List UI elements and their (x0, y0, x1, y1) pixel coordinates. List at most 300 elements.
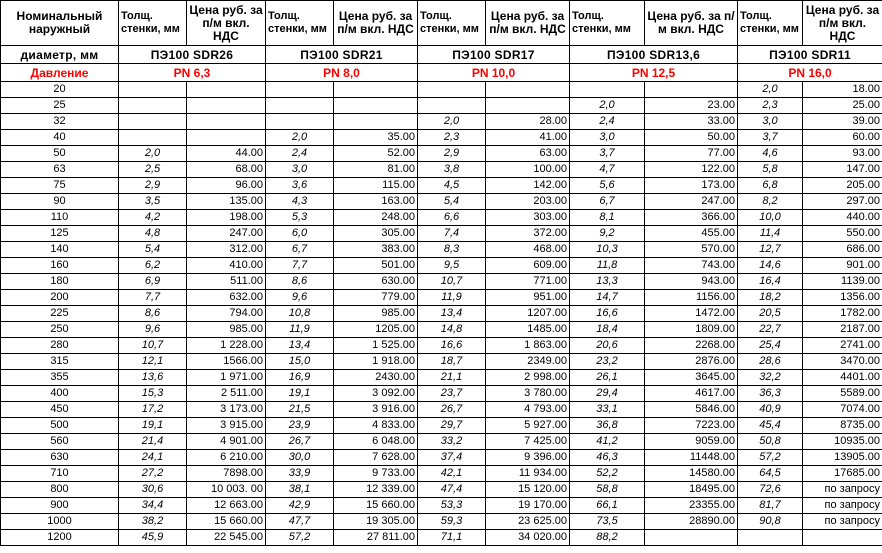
wall-thickness-cell: 8,2 (738, 194, 803, 210)
wall-thickness-cell (570, 82, 645, 98)
diameter-cell: 32 (1, 114, 119, 130)
price-cell (803, 530, 882, 546)
wall-thickness-cell: 47,4 (418, 482, 486, 498)
wall-thickness-cell: 53,3 (418, 498, 486, 514)
wall-thickness-cell: 42,9 (266, 498, 334, 514)
price-cell: 3 173.00 (187, 402, 266, 418)
diameter-cell: 900 (1, 498, 119, 514)
price-cell: 13905.00 (803, 450, 882, 466)
wall-header-4: Толщ. стенки, мм (570, 1, 645, 46)
wall-thickness-cell: 30,6 (119, 482, 187, 498)
wall-thickness-cell: 41,2 (570, 434, 645, 450)
price-cell: 570.00 (645, 242, 738, 258)
wall-thickness-cell: 13,6 (119, 370, 187, 386)
price-cell: 1 525.00 (334, 338, 418, 354)
price-cell: 15 660.00 (187, 514, 266, 530)
price-cell: 9 733.00 (334, 466, 418, 482)
price-cell: 501.00 (334, 258, 418, 274)
table-row (1, 530, 882, 546)
price-cell: 5589.00 (803, 386, 882, 402)
price-cell: 23 625.00 (486, 514, 570, 530)
price-cell: 5 927.00 (486, 418, 570, 434)
price-cell: 28890.00 (645, 514, 738, 530)
price-cell: 4 793.00 (486, 402, 570, 418)
table-row (1, 146, 882, 162)
price-cell: 1 228.00 (187, 338, 266, 354)
wall-thickness-cell: 45,9 (119, 530, 187, 546)
wall-thickness-cell: 36,3 (738, 386, 803, 402)
wall-thickness-cell: 13,4 (266, 338, 334, 354)
price-cell: 28.00 (486, 114, 570, 130)
table-row (1, 482, 882, 498)
wall-thickness-cell: 23,9 (266, 418, 334, 434)
price-cell: 25.00 (803, 98, 882, 114)
wall-thickness-cell: 14,7 (570, 290, 645, 306)
table-row (1, 130, 882, 146)
price-cell: 68.00 (187, 162, 266, 178)
price-cell: 14580.00 (645, 466, 738, 482)
wall-thickness-cell: 4,3 (266, 194, 334, 210)
wall-thickness-cell: 4,6 (738, 146, 803, 162)
price-cell: 142.00 (486, 178, 570, 194)
wall-thickness-cell: 2,0 (418, 114, 486, 130)
diameter-cell: 225 (1, 306, 119, 322)
price-cell: 3 916.00 (334, 402, 418, 418)
wall-thickness-cell: 16,4 (738, 274, 803, 290)
wall-thickness-cell: 24,1 (119, 450, 187, 466)
grade-sdr11: ПЭ100 SDR11 (738, 46, 882, 64)
wall-thickness-cell: 11,8 (570, 258, 645, 274)
table-row (1, 194, 882, 210)
wall-thickness-cell: 2,5 (119, 162, 187, 178)
price-cell: 9059.00 (645, 434, 738, 450)
wall-thickness-cell: 73,5 (570, 514, 645, 530)
wall-thickness-cell (119, 114, 187, 130)
diameter-cell: 560 (1, 434, 119, 450)
wall-thickness-cell: 14,6 (738, 258, 803, 274)
table-row (1, 466, 882, 482)
wall-thickness-cell: 4,7 (570, 162, 645, 178)
wall-thickness-cell: 12,7 (738, 242, 803, 258)
wall-thickness-cell: 2,9 (119, 178, 187, 194)
price-cell (334, 98, 418, 114)
price-cell: 455.00 (645, 226, 738, 242)
wall-thickness-cell: 3,7 (738, 130, 803, 146)
diameter-cell: 75 (1, 178, 119, 194)
price-cell: 52.00 (334, 146, 418, 162)
wall-thickness-cell: 3,6 (266, 178, 334, 194)
pressure-row (1, 64, 882, 82)
price-cell: 60.00 (803, 130, 882, 146)
wall-thickness-cell: 6,8 (738, 178, 803, 194)
wall-thickness-cell: 18,4 (570, 322, 645, 338)
price-cell: 743.00 (645, 258, 738, 274)
diameter-cell: 160 (1, 258, 119, 274)
table-row (1, 114, 882, 130)
price-cell: 1 918.00 (334, 354, 418, 370)
price-cell: 3645.00 (645, 370, 738, 386)
table-row (1, 274, 882, 290)
wall-thickness-cell: 33,2 (418, 434, 486, 450)
wall-thickness-cell: 8,6 (119, 306, 187, 322)
wall-thickness-cell: 8,3 (418, 242, 486, 258)
wall-thickness-cell: 11,9 (266, 322, 334, 338)
wall-thickness-cell: 16,6 (570, 306, 645, 322)
price-cell: 18495.00 (645, 482, 738, 498)
price-cell: 6 210.00 (187, 450, 266, 466)
wall-thickness-cell: 10,8 (266, 306, 334, 322)
wall-header-2: Толщ. стенки, мм (266, 1, 334, 46)
wall-thickness-cell: 15,3 (119, 386, 187, 402)
table-row (1, 226, 882, 242)
price-cell: 1566.00 (187, 354, 266, 370)
pressure-pn8: PN 8,0 (266, 64, 418, 82)
wall-thickness-cell (418, 98, 486, 114)
table-row (1, 450, 882, 466)
pressure-pn12-5: PN 12,5 (570, 64, 738, 82)
diameter-cell: 280 (1, 338, 119, 354)
price-cell: 779.00 (334, 290, 418, 306)
wall-thickness-cell: 36,8 (570, 418, 645, 434)
price-cell: 366.00 (645, 210, 738, 226)
diameter-cell: 630 (1, 450, 119, 466)
diameter-cell: 500 (1, 418, 119, 434)
wall-thickness-cell: 19,1 (266, 386, 334, 402)
wall-thickness-cell: 71,1 (418, 530, 486, 546)
pressure-pn10: PN 10,0 (418, 64, 570, 82)
pressure-label: Давление (1, 64, 119, 82)
wall-thickness-cell: 15,0 (266, 354, 334, 370)
wall-thickness-cell: 57,2 (738, 450, 803, 466)
price-cell: 7 628.00 (334, 450, 418, 466)
price-cell: 1782.00 (803, 306, 882, 322)
diameter-cell: 20 (1, 82, 119, 98)
diameter-cell: 315 (1, 354, 119, 370)
table-row (1, 306, 882, 322)
table-row (1, 338, 882, 354)
diameter-label: диаметр, мм (1, 46, 119, 64)
price-cell: 2741.00 (803, 338, 882, 354)
diameter-cell: 355 (1, 370, 119, 386)
wall-thickness-cell: 5,4 (418, 194, 486, 210)
table-row (1, 242, 882, 258)
diameter-cell: 800 (1, 482, 119, 498)
price-header-4: Цена руб. за п/м вкл. НДС (645, 1, 738, 46)
wall-thickness-cell: 26,7 (266, 434, 334, 450)
diameter-cell: 110 (1, 210, 119, 226)
wall-thickness-cell: 46,3 (570, 450, 645, 466)
wall-thickness-cell: 2,4 (570, 114, 645, 130)
diameter-cell: 400 (1, 386, 119, 402)
wall-thickness-cell: 9,2 (570, 226, 645, 242)
price-cell: 468.00 (486, 242, 570, 258)
wall-thickness-cell: 59,3 (418, 514, 486, 530)
price-cell: 15 120.00 (486, 482, 570, 498)
price-cell: 12 663.00 (187, 498, 266, 514)
price-cell: 135.00 (187, 194, 266, 210)
price-cell: 303.00 (486, 210, 570, 226)
diameter-cell: 50 (1, 146, 119, 162)
diameter-cell: 200 (1, 290, 119, 306)
price-cell: 3 915.00 (187, 418, 266, 434)
price-cell: 1809.00 (645, 322, 738, 338)
wall-thickness-cell: 37,4 (418, 450, 486, 466)
price-cell: 1139.00 (803, 274, 882, 290)
grade-sdr17: ПЭ100 SDR17 (418, 46, 570, 64)
price-cell: 33.00 (645, 114, 738, 130)
wall-thickness-cell (119, 98, 187, 114)
price-cell: 18.00 (803, 82, 882, 98)
price-cell: 609.00 (486, 258, 570, 274)
price-cell (486, 82, 570, 98)
pressure-pn6-3: PN 6,3 (119, 64, 266, 82)
price-cell: 203.00 (486, 194, 570, 210)
wall-thickness-cell: 21,5 (266, 402, 334, 418)
wall-thickness-cell: 21,4 (119, 434, 187, 450)
wall-thickness-cell: 5,4 (119, 242, 187, 258)
price-cell: 198.00 (187, 210, 266, 226)
price-cell: 77.00 (645, 146, 738, 162)
wall-thickness-cell: 25,4 (738, 338, 803, 354)
diameter-cell: 25 (1, 98, 119, 114)
price-cell: 96.00 (187, 178, 266, 194)
table-row (1, 386, 882, 402)
wall-thickness-cell: 10,0 (738, 210, 803, 226)
wall-thickness-cell (266, 114, 334, 130)
wall-thickness-cell: 6,7 (266, 242, 334, 258)
wall-thickness-cell: 47,7 (266, 514, 334, 530)
price-cell: 7074.00 (803, 402, 882, 418)
price-cell: 34 020.00 (486, 530, 570, 546)
wall-thickness-cell: 13,3 (570, 274, 645, 290)
price-cell: по запросу (803, 482, 882, 498)
price-cell: 686.00 (803, 242, 882, 258)
diameter-cell: 250 (1, 322, 119, 338)
price-cell: 35.00 (334, 130, 418, 146)
price-cell: 771.00 (486, 274, 570, 290)
wall-thickness-cell: 3,0 (738, 114, 803, 130)
wall-thickness-cell: 8,6 (266, 274, 334, 290)
price-cell: 943.00 (645, 274, 738, 290)
grade-row (1, 46, 882, 64)
table-row (1, 402, 882, 418)
price-cell: 19 170.00 (486, 498, 570, 514)
header-row (1, 1, 882, 46)
wall-thickness-cell: 3,7 (570, 146, 645, 162)
price-cell: по запросу (803, 514, 882, 530)
price-cell: 23355.00 (645, 498, 738, 514)
wall-thickness-cell: 12,1 (119, 354, 187, 370)
diameter-cell: 90 (1, 194, 119, 210)
nominal-header: Номинальный наружный (1, 1, 119, 46)
wall-thickness-cell: 2,4 (266, 146, 334, 162)
price-cell: 50.00 (645, 130, 738, 146)
wall-thickness-cell: 50,8 (738, 434, 803, 450)
price-cell: 10935.00 (803, 434, 882, 450)
table-row (1, 322, 882, 338)
wall-thickness-cell: 33,1 (570, 402, 645, 418)
price-cell: 383.00 (334, 242, 418, 258)
wall-thickness-cell: 6,7 (570, 194, 645, 210)
wall-thickness-cell: 5,6 (570, 178, 645, 194)
wall-thickness-cell: 38,2 (119, 514, 187, 530)
wall-thickness-cell: 18,7 (418, 354, 486, 370)
wall-thickness-cell: 3,0 (266, 162, 334, 178)
table-row (1, 498, 882, 514)
price-cell: 7223.00 (645, 418, 738, 434)
table-row (1, 98, 882, 114)
price-cell: 4617.00 (645, 386, 738, 402)
wall-thickness-cell: 4,2 (119, 210, 187, 226)
wall-thickness-cell: 9,6 (119, 322, 187, 338)
price-cell: 7898.00 (187, 466, 266, 482)
price-cell: 410.00 (187, 258, 266, 274)
table-row (1, 418, 882, 434)
wall-thickness-cell: 3,0 (570, 130, 645, 146)
wall-header-5: Толщ. стенки, мм (738, 1, 803, 46)
price-cell (334, 114, 418, 130)
wall-thickness-cell: 16,9 (266, 370, 334, 386)
price-cell: 951.00 (486, 290, 570, 306)
wall-thickness-cell: 40,9 (738, 402, 803, 418)
wall-thickness-cell: 32,2 (738, 370, 803, 386)
wall-thickness-cell: 3,8 (418, 162, 486, 178)
price-cell: 6 048.00 (334, 434, 418, 450)
wall-header-1: Толщ. стенки, мм (119, 1, 187, 46)
table-row (1, 370, 882, 386)
diameter-cell: 180 (1, 274, 119, 290)
price-cell: 4 901.00 (187, 434, 266, 450)
wall-thickness-cell (418, 82, 486, 98)
wall-thickness-cell: 90,8 (738, 514, 803, 530)
price-cell: 10 003. 00 (187, 482, 266, 498)
wall-thickness-cell (119, 82, 187, 98)
price-cell: 985.00 (187, 322, 266, 338)
price-cell: 4 833.00 (334, 418, 418, 434)
wall-thickness-cell: 19,1 (119, 418, 187, 434)
price-header-1: Цена руб. за п/м вкл. НДС (187, 1, 266, 46)
wall-thickness-cell: 7,4 (418, 226, 486, 242)
price-cell: 1485.00 (486, 322, 570, 338)
wall-thickness-cell: 18,2 (738, 290, 803, 306)
wall-thickness-cell: 57,2 (266, 530, 334, 546)
wall-thickness-cell: 58,8 (570, 482, 645, 498)
price-cell: 11 934.00 (486, 466, 570, 482)
wall-thickness-cell: 2,0 (570, 98, 645, 114)
wall-thickness-cell: 2,0 (266, 130, 334, 146)
price-cell: 1205.00 (334, 322, 418, 338)
price-cell (187, 98, 266, 114)
wall-thickness-cell: 52,2 (570, 466, 645, 482)
wall-thickness-cell: 20,6 (570, 338, 645, 354)
price-cell: 2 998.00 (486, 370, 570, 386)
wall-thickness-cell: 6,2 (119, 258, 187, 274)
price-header-3: Цена руб. за п/м вкл. НДС (486, 1, 570, 46)
table-row (1, 162, 882, 178)
wall-thickness-cell: 23,7 (418, 386, 486, 402)
price-cell (334, 82, 418, 98)
wall-thickness-cell: 6,6 (418, 210, 486, 226)
diameter-cell: 40 (1, 130, 119, 146)
price-cell: 511.00 (187, 274, 266, 290)
wall-thickness-cell: 9,6 (266, 290, 334, 306)
price-cell: 1356.00 (803, 290, 882, 306)
wall-thickness-cell: 2,0 (119, 146, 187, 162)
price-header-2: Цена руб. за п/м вкл. НДС (334, 1, 418, 46)
table-row (1, 258, 882, 274)
price-cell: 1 971.00 (187, 370, 266, 386)
price-cell: 632.00 (187, 290, 266, 306)
price-cell (187, 130, 266, 146)
wall-thickness-cell: 21,1 (418, 370, 486, 386)
price-cell: 93.00 (803, 146, 882, 162)
wall-thickness-cell: 38,1 (266, 482, 334, 498)
price-cell: 550.00 (803, 226, 882, 242)
price-cell (645, 530, 738, 546)
wall-thickness-cell: 10,7 (119, 338, 187, 354)
wall-thickness-cell: 14,8 (418, 322, 486, 338)
wall-thickness-cell: 64,5 (738, 466, 803, 482)
wall-thickness-cell (119, 130, 187, 146)
wall-thickness-cell: 88,2 (570, 530, 645, 546)
wall-thickness-cell: 7,7 (266, 258, 334, 274)
wall-thickness-cell: 2,9 (418, 146, 486, 162)
price-cell: 63.00 (486, 146, 570, 162)
table-row (1, 434, 882, 450)
price-cell: 22 545.00 (187, 530, 266, 546)
wall-thickness-cell: 29,4 (570, 386, 645, 402)
wall-thickness-cell: 66,1 (570, 498, 645, 514)
table-row (1, 514, 882, 530)
wall-thickness-cell: 5,3 (266, 210, 334, 226)
price-cell: 4401.00 (803, 370, 882, 386)
wall-thickness-cell: 26,1 (570, 370, 645, 386)
wall-thickness-cell: 11,9 (418, 290, 486, 306)
price-cell: 1 863.00 (486, 338, 570, 354)
wall-thickness-cell: 27,2 (119, 466, 187, 482)
price-cell: 2 511.00 (187, 386, 266, 402)
price-cell: 205.00 (803, 178, 882, 194)
wall-thickness-cell: 8,1 (570, 210, 645, 226)
price-cell (645, 82, 738, 98)
price-cell: 3 092.00 (334, 386, 418, 402)
wall-thickness-cell: 10,3 (570, 242, 645, 258)
price-cell: 100.00 (486, 162, 570, 178)
wall-thickness-cell: 6,9 (119, 274, 187, 290)
price-cell: 305.00 (334, 226, 418, 242)
price-cell: 8735.00 (803, 418, 882, 434)
price-cell: 247.00 (645, 194, 738, 210)
wall-thickness-cell: 45,4 (738, 418, 803, 434)
wall-thickness-cell: 28,6 (738, 354, 803, 370)
price-cell: 19 305.00 (334, 514, 418, 530)
price-cell: 9 396.00 (486, 450, 570, 466)
wall-thickness-cell: 23,2 (570, 354, 645, 370)
price-cell: 2430.00 (334, 370, 418, 386)
wall-thickness-cell (266, 98, 334, 114)
price-cell: 2187.00 (803, 322, 882, 338)
table-row (1, 354, 882, 370)
price-cell: 1156.00 (645, 290, 738, 306)
price-cell: 901.00 (803, 258, 882, 274)
price-cell: 122.00 (645, 162, 738, 178)
price-cell: 2876.00 (645, 354, 738, 370)
price-cell: 163.00 (334, 194, 418, 210)
wall-thickness-cell: 9,5 (418, 258, 486, 274)
diameter-cell: 63 (1, 162, 119, 178)
wall-header-3: Толщ. стенки, мм (418, 1, 486, 46)
price-cell (187, 114, 266, 130)
